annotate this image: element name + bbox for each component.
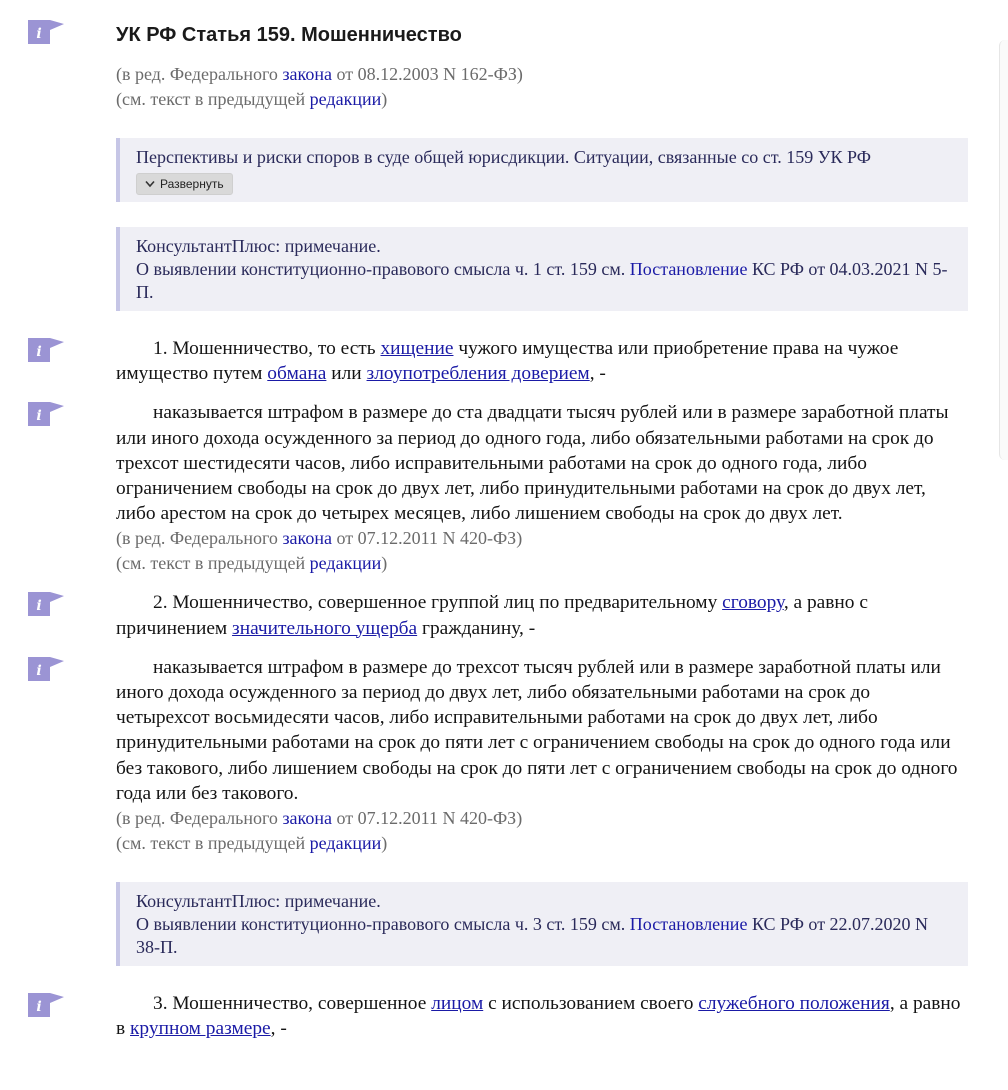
info-marker-icon[interactable] [28, 338, 62, 360]
significant-damage-link[interactable]: значительного ущерба [232, 617, 418, 639]
previous-edition-line: (см. текст в предыдущей редакции) [116, 89, 388, 109]
note-body: О выявлении конституционно-правового смысла ч. 3 ст. 159 см. Постановление КС РФ от 22.07.2020 N 38-П. [136, 914, 929, 958]
resolution-link[interactable]: Постановление [629, 914, 748, 935]
info-marker-icon[interactable] [28, 592, 62, 614]
note-body: О выявлении конституционно-правового смысла ч. 1 ст. 159 см. Постановление КС РФ от 04.03.2021 N 5-П. [136, 259, 948, 302]
previous-edition-link[interactable]: редакции [309, 553, 382, 574]
part-1-text: 1. Мошенничество, то есть хищение чужого имущества или приобретение права на чужое имущество путем обмана или злоупотребления доверием, - [116, 338, 899, 385]
previous-edition-line: (см. текст в предыдущей редакции) [116, 833, 388, 854]
deception-link[interactable]: обмана [267, 363, 327, 385]
chevron-down-icon [145, 177, 155, 191]
expand-button-label: Развернуть [160, 177, 224, 191]
penalty-1 [0, 400, 968, 576]
previous-edition-link[interactable]: редакции [309, 833, 382, 854]
part-2 [0, 590, 968, 640]
abuse-of-trust-link[interactable]: злоупотребления доверием [366, 363, 590, 385]
conspiracy-link[interactable]: сговору [722, 592, 784, 614]
theft-link[interactable]: хищение [380, 338, 454, 359]
penalty-2 [0, 655, 968, 856]
note-heading: КонсультантПлюс: примечание. [136, 891, 381, 912]
title-row [0, 0, 968, 48]
part-1 [0, 336, 968, 386]
part-3 [0, 991, 968, 1041]
penalty-1-text: наказывается штрафом в размере до ста двадцати тысяч рублей или в размере заработной платы или иного дохода осужденного за период до одного года, либо обязательными работами на срок до трехсот шестидесяти часов, либо исправительными работами на срок до одного года, либо ограничением свободы на срок до двух лет, либо принудительными работами на срок до двух лет, либо арестом на срок до четырех месяцев, либо лишением свободы на срок до двух лет. [116, 402, 949, 525]
person-link[interactable]: лицом [431, 993, 484, 1015]
svg-text:i: i [36, 662, 42, 679]
resolution-link[interactable]: Постановление [629, 259, 748, 279]
part-3-text: 3. Мошенничество, совершенное лицом с использованием своего служебного положения, а равно в крупном размере, - [116, 993, 961, 1040]
consultant-note-1 [116, 227, 968, 311]
law-link[interactable]: закона [282, 808, 332, 829]
law-link[interactable]: закона [282, 528, 332, 549]
part-2-text: 2. Мошенничество, совершенное группой лиц по предварительному сговору, а равно с причинением значительного ущерба гражданину, - [116, 592, 868, 639]
edition-line: (в ред. Федерального закона от 07.12.2011 N 420-ФЗ) [116, 528, 523, 549]
previous-edition-line: (см. текст в предыдущей редакции) [116, 553, 388, 574]
article-title: УК РФ Статья 159. Мошенничество [116, 24, 462, 46]
info-marker-icon[interactable] [28, 993, 62, 1015]
info-marker-icon[interactable] [28, 20, 62, 42]
info-marker-icon[interactable] [28, 402, 62, 424]
previous-edition-link[interactable]: редакции [309, 89, 382, 109]
edition-line: (в ред. Федерального закона от 07.12.2011 N 420-ФЗ) [116, 808, 523, 829]
penalty-2-text: наказывается штрафом в размере до трехсот тысяч рублей или в размере заработной платы или иного дохода осужденного за период до двух лет, либо обязательными работами на срок до четырехсот восьмидесяти часов, либо исправительными работами на срок до двух лет, либо принудительными работами на срок до пяти лет с ограничением свободы на срок до одного года или без такового, либо лишением свободы на срок до пяти лет с ограничением свободы на срок до одного года или без такового. [116, 656, 958, 804]
expand-button[interactable] [136, 173, 233, 195]
consultant-note-2 [116, 882, 968, 966]
note-text: Перспективы и риски споров в суде общей юрисдикции. Ситуации, связанные со ст. 159 УК РФ [136, 147, 871, 167]
official-position-link[interactable]: служебного положения [698, 993, 890, 1015]
svg-text:i: i [36, 26, 42, 42]
large-amount-link[interactable]: крупном размере [130, 1018, 271, 1040]
svg-text:i: i [36, 598, 42, 615]
svg-text:i: i [36, 344, 42, 360]
svg-text:i: i [36, 408, 42, 425]
expandable-note [116, 138, 968, 202]
side-panel-edge [999, 40, 1008, 460]
law-link[interactable]: закона [282, 64, 332, 84]
note-heading: КонсультантПлюс: примечание. [136, 236, 381, 256]
edition-line: (в ред. Федерального закона от 08.12.2003 N 162-ФЗ) [116, 64, 523, 84]
bottom-fade [0, 1040, 1008, 1090]
svg-text:i: i [36, 999, 42, 1016]
edition-block-1 [0, 62, 968, 112]
info-marker-icon[interactable] [28, 657, 62, 679]
